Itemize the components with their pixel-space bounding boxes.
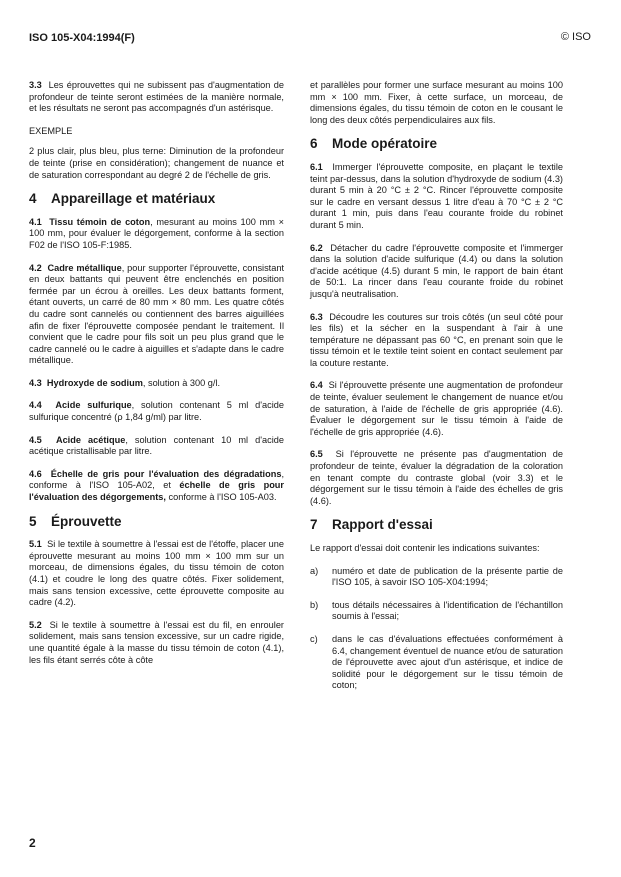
clause-3-3 [29, 80, 284, 115]
clause-number: 6.4 [310, 380, 323, 391]
report-items-list [310, 566, 563, 692]
list-item-text: tous détails nécessaires à l'identification de l'échantillon soumis à l'essai; [332, 599, 563, 622]
example-text: 2 plus clair, plus bleu, plus terne: Diminution de la profondeur de teinte (prise en considération); changement de nuance et de saturation correspondant au degré 2 de l'échelle de gris. [29, 146, 284, 180]
clause-term: Cadre métallique [47, 262, 122, 273]
section-heading-5 [29, 513, 284, 529]
clause-number: 5.2 [29, 619, 42, 630]
list-item-label: b) [310, 599, 319, 610]
clause-number: 4.3 [29, 377, 42, 388]
clause-number: 4.1 [29, 216, 42, 227]
clause-text: Les éprouvettes qui ne subissent pas d'augmentation de profondeur de teinte seront estimées de la manière normale, et les résultats ne seront pas accompagnés d'un astérisque. [29, 80, 285, 114]
clause-text: , solution contenant 10 ml d'acide acétique cristallisable par litre. [29, 434, 284, 457]
section-number: 4 [29, 191, 37, 207]
section-title: Éprouvette [51, 513, 122, 529]
list-item-label: c) [310, 633, 318, 644]
clause-text: Si l'éprouvette ne présente pas d'augmentation de profondeur de teinte, évaluer la dégradation de la coloration en tenant compte du contraste global (voir 3.3) et le dégorgement sur le tissu témoin à l'aide des échelles de gris (4.6). [310, 449, 563, 506]
section-heading-4 [29, 193, 284, 205]
header-standard-number: ISO 105-X04:1994(F) [29, 32, 135, 44]
clause-number: 6.2 [310, 242, 323, 253]
clause-4-5 [29, 435, 284, 458]
list-item-text: dans le cas d'évaluations effectuées conformément à 6.4, changement éventuel de nuance et/ou de saturation de l'éprouvette avec ajout d'un astérisque, et indice de solidité pour le dégorgement sur le tissu témoin de coton; [332, 633, 563, 691]
clause-4-2 [29, 263, 284, 367]
clause-number: 6.3 [310, 311, 323, 322]
clause-text: Détacher du cadre l'éprouvette composite et l'immerger dans la solution d'acide sulfurique (4.4) ou dans la solution d'acide acétique (4.5) durant 5 min, le rapport de bain étant de 50:1. La rincer dans l'eau courante froide du robinet jusqu'à neutralisation. [310, 242, 564, 299]
clause-6-5 [310, 449, 563, 507]
list-item-label: a) [310, 565, 319, 576]
clause-6-2 [310, 243, 563, 301]
section-title: Rapport d'essai [332, 517, 433, 533]
section-number: 7 [310, 517, 318, 533]
header-copyright: © ISO [560, 31, 591, 43]
clause-text: , solution contenant 5 ml d'acide sulfurique concentré (ρ 1,84 g/ml) par litre. [29, 400, 284, 423]
section-title: Mode opératoire [332, 136, 438, 152]
clause-number: 3.3 [29, 80, 42, 90]
right-column [310, 80, 563, 703]
clause-6-4 [310, 380, 563, 438]
clause-6-3 [310, 312, 563, 370]
clause-number: 5.1 [29, 539, 42, 550]
clause-6-1 [310, 162, 563, 232]
section-number: 5 [29, 513, 37, 529]
clause-text: Si l'éprouvette présente une augmentation de profondeur de teinte, évaluer seulement le changement de nuance et/ou de saturation, à l'aide de l'échelle de gris appropriée (4.6). Évaluer le dégorgement sur le tissu témoin à l'aide de l'échelle de gris appropriée (4.6). [310, 380, 563, 437]
clause-number: 4.5 [29, 434, 42, 445]
clause-text: Si le textile à soumettre à l'essai est du fil, en enrouler solidement, mais sans tension excessive, sur un cadre rigide, une quantité égale à la masse du tissu témoin de coton (4.1), les fils étant serrés côte à côte [29, 619, 284, 665]
clause-text: , solution à 300 g/l. [142, 377, 220, 388]
section-number: 6 [310, 136, 318, 152]
clause-term: Hydroxyde de sodium [46, 377, 143, 388]
clause-term-2: échelle de gris pour l'évaluation des dégorgements, [29, 480, 284, 503]
clause-5-2-continued: et parallèles pour former une surface mesurant au moins 100 mm × 100 mm. Fixer, à cette surface, un morceau, de dimensions égales, du tissu témoin de coton en le cousant le long des deux côtés perpendiculaires aux fils. [310, 80, 563, 125]
clause-4-6 [29, 469, 284, 504]
clause-number: 6.1 [310, 161, 323, 172]
report-intro: Le rapport d'essai doit contenir les indications suivantes: [310, 543, 540, 553]
list-item [310, 566, 563, 589]
clause-term: Acide sulfurique [55, 400, 132, 411]
example-label: EXEMPLE [29, 125, 73, 136]
clause-number: 6.5 [310, 449, 323, 460]
clause-term: Tissu témoin de coton [49, 216, 151, 227]
clause-term: Acide acétique [55, 434, 126, 445]
clause-number: 4.6 [29, 468, 42, 479]
clause-4-1 [29, 217, 284, 252]
clause-text: Immerger l'éprouvette composite, en plaçant le textile teint par-dessus, dans la solution d'hydroxyde de sodium (4.3) durant 5 min à 20 °C ± 2 °C. Rincer l'éprouvette composite sur le cadre en versant dessus 1 litre d'eau à 70 °C ± 2 °C durant 1 min, puis dans l'eau courante froide du robinet durant 5 min. [310, 161, 563, 230]
clause-4-3 [29, 378, 284, 390]
left-column [29, 80, 284, 677]
clause-text: , conforme à l'ISO 105-A02, et [29, 468, 284, 491]
clause-number: 4.2 [29, 262, 42, 273]
clause-text: Si le textile à soumettre à l'essai est de l'étoffe, placer une éprouvette mesurant au moins 100 mm × 100 mm sur un morceau, de dimensions égales, du tissu témoin de coton (4.1) et coudre le long des quatre côtés. Fixer solidement, mais sans tension excessive, cette éprouvette composite au cadre (4.2). [29, 539, 284, 608]
clause-text: Découdre les coutures sur trois côtés (un seul côté pour les fils) et la sécher en la suspendant à l'air à une température ne dépassant pas 60 °C, en prenant soin que le tissu témoin et le textile teint soient en contact seulement par la couture restante. [310, 311, 564, 368]
section-heading-6 [310, 138, 563, 150]
list-item-text: numéro et date de publication de la présente partie de l'ISO 105, à savoir ISO 105-X04:1994; [332, 565, 563, 588]
clause-5-2 [29, 620, 284, 666]
list-item [310, 600, 563, 623]
list-item [310, 634, 563, 692]
page-number: 2 [29, 836, 36, 850]
section-title: Appareillage et matériaux [51, 191, 216, 207]
clause-4-4 [29, 400, 284, 423]
clause-number: 4.4 [29, 400, 42, 411]
clause-5-1 [29, 539, 284, 609]
clause-text-end: conforme à l'ISO 105-A03. [165, 492, 277, 503]
clause-text: , mesurant au moins 100 mm × 100 mm, pour évaluer le dégorgement, conforme à la section F02 de l'ISO 105-F:1985. [29, 216, 284, 250]
clause-term: Échelle de gris pour l'évaluation des dégradations [50, 468, 282, 479]
section-heading-7 [310, 519, 563, 531]
clause-text: , pour supporter l'éprouvette, consistant en deux battants qui peuvent être enclenchés en position fermée par un écrou à oreilles. Les deux battants forment, étant ouverts, un carré de 80 mm × 80 mm. Les quatre côtés du cadre sont cannelés ou contiennent des barres aiguillées afin de fixer l'éprouvette composée pendant le traitement. Il convient que le cadre pour fils soit un peu plus grand que le cadre cannelé ou le cadre à aiguilles et s'adapte dans le cadre métallique. [29, 262, 284, 366]
